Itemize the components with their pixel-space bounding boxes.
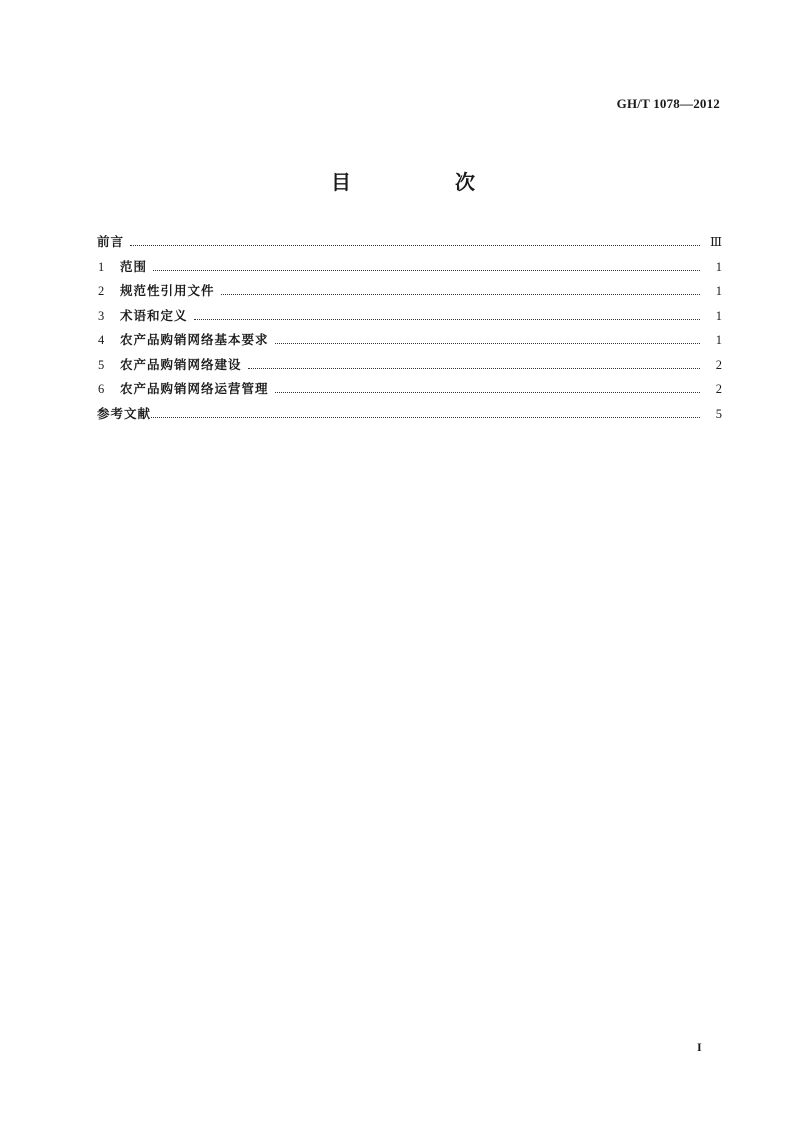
toc-dot-leader [151,417,700,418]
toc-entry-label: 农产品购销网络建设 [120,356,242,372]
toc-entry-basic-requirements[interactable] [97,330,722,355]
standard-code: GH/T 1078—2012 [616,96,720,111]
toc-dot-leader [130,245,700,246]
toc-entry-page: 1 [715,259,722,274]
toc-entry-label: 范围 [120,258,148,274]
toc-entry-page: 1 [715,333,722,347]
toc-entry-label: 农产品购销网络运营管理 [120,381,269,396]
toc-entry-page: 1 [715,308,722,323]
toc-entry-normative-references[interactable] [97,281,722,306]
toc-dot-leader [221,294,700,295]
toc-entry-operation-management[interactable] [97,379,722,404]
toc-entry-number: 5 [98,357,105,372]
toc-dot-leader [194,319,700,320]
toc-entry-page: 2 [715,382,722,396]
toc-dot-leader [275,392,700,393]
toc-entry-network-construction[interactable] [97,355,722,380]
toc-entry-label: 术语和定义 [120,307,188,323]
table-of-contents [97,232,722,428]
toc-entry-number: 3 [98,308,105,323]
page-number: I [697,1040,702,1054]
toc-title: 目 次 [331,170,517,194]
toc-entry-page: 1 [715,284,722,298]
toc-entry-page: 5 [715,406,722,421]
toc-entry-number: 4 [98,333,105,347]
toc-entry-label: 参考文献 [97,405,152,421]
toc-entry-label: 规范性引用文件 [120,283,215,298]
toc-entry-number: 2 [98,284,105,298]
toc-entry-page: 2 [715,357,722,372]
toc-entry-number: 6 [98,382,105,396]
toc-entry-number: 1 [98,259,105,274]
toc-dot-leader [275,343,700,344]
toc-dot-leader [248,368,700,369]
toc-entry-bibliography[interactable] [97,404,722,429]
toc-entry-foreword[interactable] [97,232,722,257]
toc-entry-label: 农产品购销网络基本要求 [120,332,269,347]
toc-entry-page: Ⅲ [709,235,722,249]
toc-entry-label: 前言 [97,234,125,249]
toc-entry-terms-definitions[interactable] [97,306,722,331]
toc-dot-leader [153,270,700,271]
toc-entry-scope[interactable] [97,257,722,282]
